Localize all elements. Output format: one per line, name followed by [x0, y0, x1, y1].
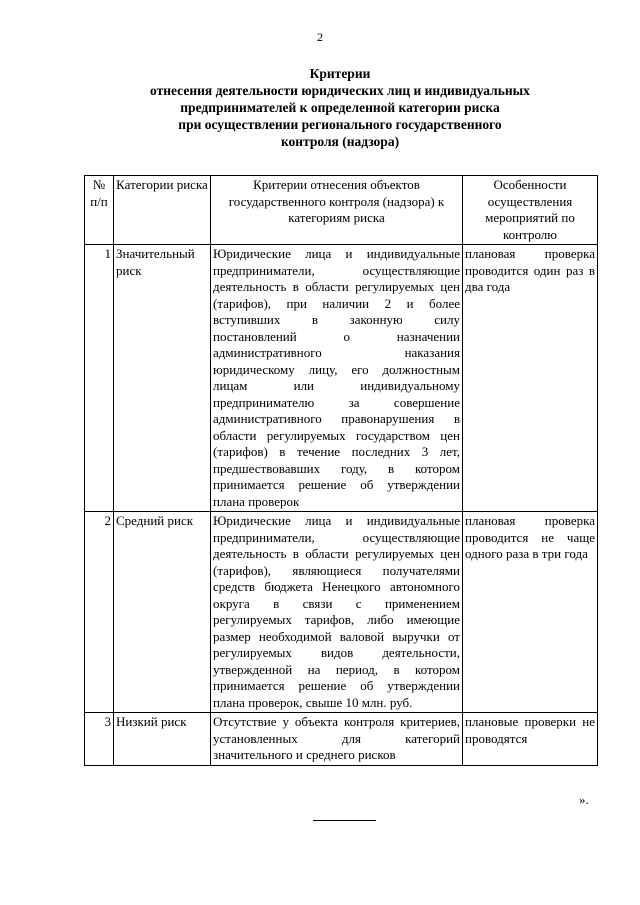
- table-row: [85, 245, 598, 512]
- title-line: контроля (надзора): [280, 134, 400, 149]
- title-line: при осуществлении регионального государственного: [178, 117, 502, 132]
- row-category: Средний риск: [114, 512, 211, 713]
- row-num: 3: [85, 713, 114, 766]
- table-header-row: [85, 176, 598, 245]
- row-category: Значительный риск: [114, 245, 211, 512]
- header-num: № п/п: [85, 176, 114, 245]
- document-title: [60, 65, 620, 150]
- header-criteria: Критерии отнесения объектов государственного контроля (надзора) к категориям риска: [211, 176, 463, 245]
- risk-criteria-table: [84, 175, 598, 766]
- row-features: плановая проверка проводится не чаще одного раза в три года: [463, 512, 598, 713]
- title-line: отнесения деятельности юридических лиц и индивидуальных: [150, 83, 530, 98]
- row-features: плановые проверки не проводятся: [463, 713, 598, 766]
- row-criteria: Юридические лица и индивидуальные предприниматели, осуществляющие деятельность в области регулируемых цен (тарифов), являющиеся получателями средств бюджета Ненецкого автономного округа в связи с применением регулируемых тарифов, либо имеющие размер необходимой валовой выручки от регулируемых видов деятельности, утвержденной на период, в котором принимается решение об утверждении плана проверок, свыше 10 млн. руб.: [211, 512, 463, 713]
- closing-quote: ».: [579, 792, 589, 807]
- page-number: 2: [317, 30, 323, 44]
- row-num: 2: [85, 512, 114, 713]
- title-line: Критерии: [309, 66, 371, 81]
- header-features: Особенности осуществления мероприятий по контролю: [463, 176, 598, 245]
- separator-rule-icon: [313, 820, 376, 821]
- table-row: [85, 713, 598, 766]
- title-line: предпринимателей к определенной категории риска: [180, 100, 500, 115]
- row-criteria: Отсутствие у объекта контроля критериев, установленных для категорий значительного и среднего рисков: [211, 713, 463, 766]
- header-category: Категории риска: [114, 176, 211, 245]
- row-num: 1: [85, 245, 114, 512]
- row-category: Низкий риск: [114, 713, 211, 766]
- row-criteria: Юридические лица и индивидуальные предприниматели, осуществляющие деятельность в области регулируемых цен (тарифов), при наличии 2 и более вступивших в законную силу постановлений о назначении административного наказания юридическому лицу, его должностным лицам или индивидуальному предпринимателю за совершение административного правонарушения в области регулируемых государством цен (тарифов) в течение последних 3 лет, предшествовавших году, в котором принимается решение об утверждении плана проверок: [211, 245, 463, 512]
- table-row: [85, 512, 598, 713]
- row-features: плановая проверка проводится один раз в два года: [463, 245, 598, 512]
